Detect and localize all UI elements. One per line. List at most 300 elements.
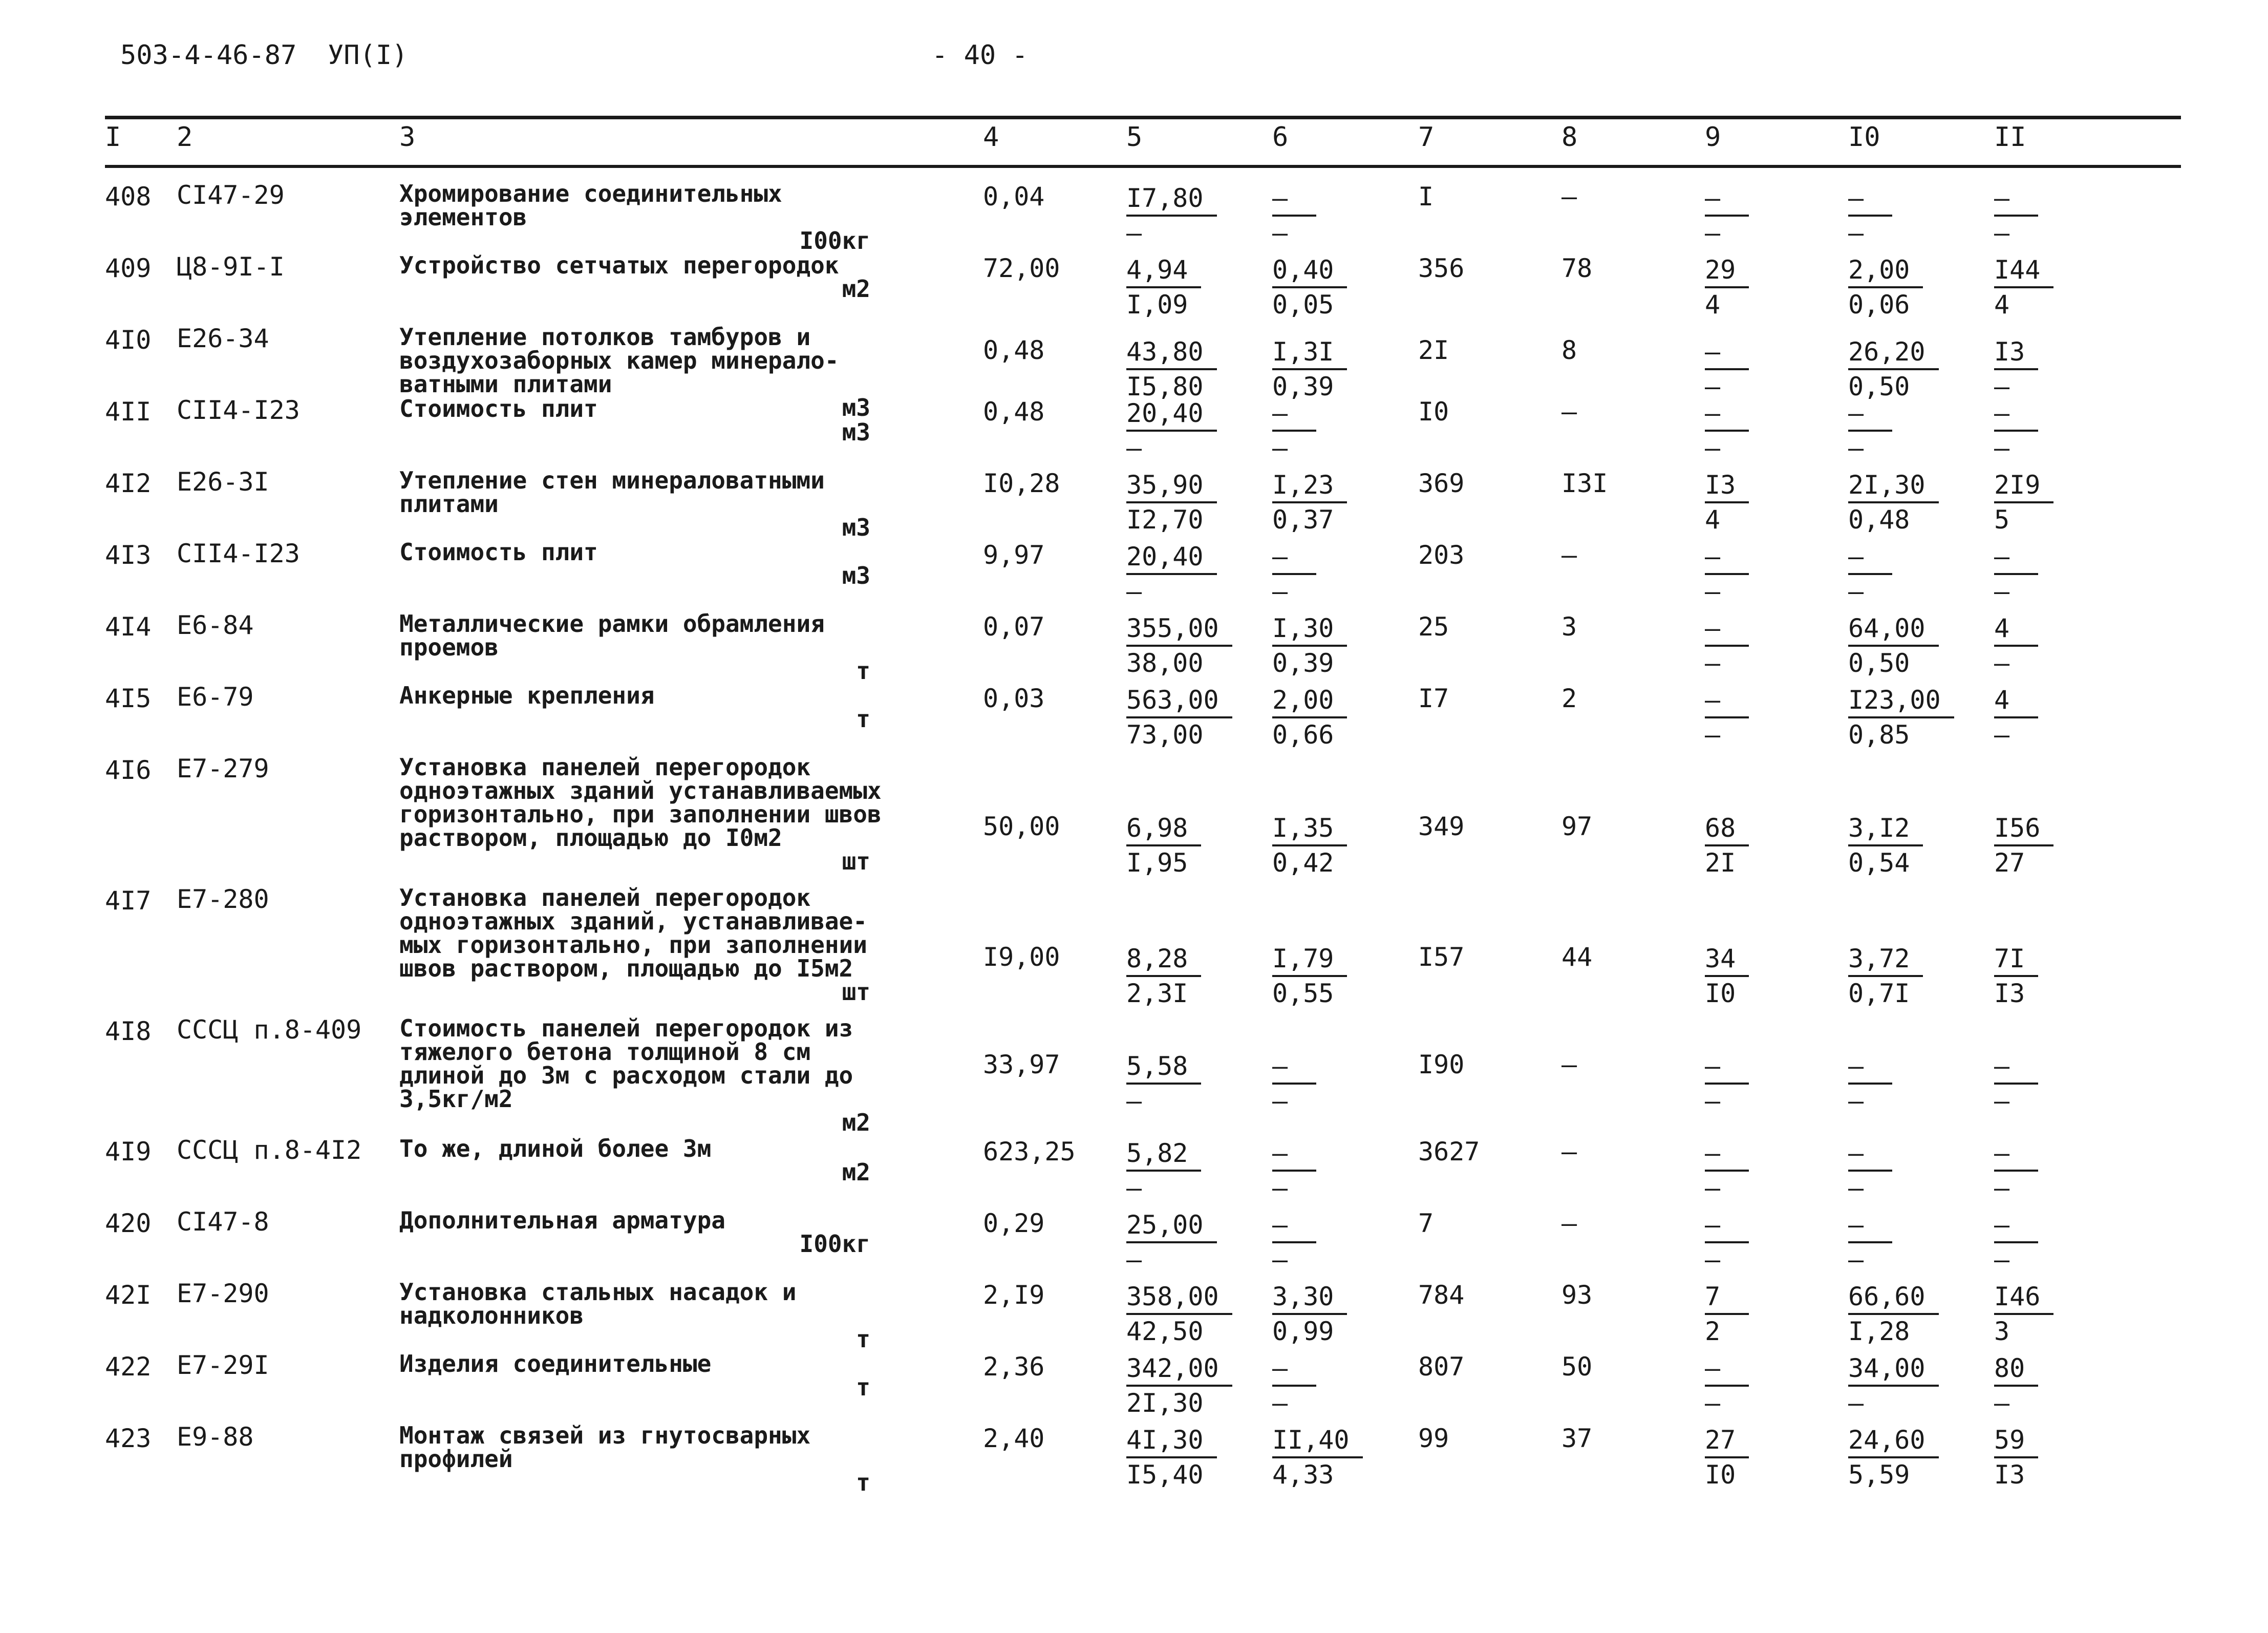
labor-total-workers: 7I [1994, 942, 2038, 977]
rate-code: E7-280 [177, 884, 269, 914]
quantity: 50,00 [983, 812, 1060, 841]
machine-total-wages: – [1705, 1086, 1721, 1116]
machine-cost [1272, 1208, 1316, 1276]
labor-total-operators: – [1994, 218, 2010, 248]
unit-of-measure: т [856, 1469, 870, 1496]
labor-unit-operators: I,28 [1848, 1317, 1910, 1346]
machine-total-value: – [1705, 1050, 1749, 1085]
labor-unit-workers: 2,00 [1848, 253, 1923, 288]
total-cost: 99 [1418, 1424, 1449, 1453]
total-cost: I [1418, 182, 1434, 211]
quantity: 33,97 [983, 1050, 1060, 1079]
machine-cost [1272, 182, 1316, 249]
labor-total-operators: – [1994, 1173, 2010, 1203]
unit-of-measure: т [856, 1373, 870, 1401]
rate-code: E6-84 [177, 610, 254, 640]
row-number: 4I5 [105, 684, 152, 713]
rate-code: E7-29I [177, 1350, 269, 1380]
labor-total-operators: I3 [1994, 979, 2025, 1008]
quantity: 72,00 [983, 253, 1060, 283]
labor-unit-operators: 0,85 [1848, 720, 1910, 750]
unit-cost [1126, 397, 1217, 464]
unit-cost [1126, 335, 1217, 403]
machine-cost [1272, 1424, 1363, 1491]
unit-of-measure: м2 [842, 1109, 870, 1136]
machine-total-value: 29 [1705, 253, 1749, 288]
labor-unit-workers: 2I,30 [1848, 469, 1939, 503]
row-number: 4I8 [105, 1016, 152, 1046]
machine-total-wages: – [1705, 433, 1721, 463]
wages-total: 2 [1561, 684, 1577, 713]
unit-cost-wages: 73,00 [1126, 720, 1204, 750]
machine-cost-total: – [1272, 397, 1316, 432]
total-cost: I7 [1418, 684, 1449, 713]
machine-total-value: – [1705, 1208, 1749, 1243]
machine-total [1705, 469, 1749, 536]
machine-cost-total: – [1272, 1137, 1316, 1172]
row-number: 4I3 [105, 540, 152, 570]
wages-total: 97 [1561, 812, 1593, 841]
description-text: Установка панелей перегородок одноэтажных зданий устанавливаемых горизонтально, при заполнении швов раствором, площадью до I0м2 [399, 753, 882, 852]
machine-total-wages: – [1705, 720, 1721, 750]
wages-total: 44 [1561, 942, 1593, 972]
labor-unit-workers: – [1848, 397, 1892, 432]
unit-cost-wages: I2,70 [1126, 505, 1204, 535]
labor-unit [1848, 942, 1923, 1010]
labor-total-operators: 27 [1994, 848, 2025, 878]
work-description [399, 253, 901, 301]
unit-cost-total: 25,00 [1126, 1208, 1217, 1243]
machine-cost [1272, 1137, 1316, 1204]
unit-cost-total: 563,00 [1126, 684, 1232, 718]
unit-cost [1126, 1050, 1201, 1117]
machine-total-wages: – [1705, 648, 1721, 678]
rate-code: Ц8-9I-I [177, 252, 285, 282]
wages-total: – [1561, 1137, 1577, 1167]
description-text: Установка стальных насадок и надколонников [399, 1278, 797, 1329]
labor-unit [1848, 1280, 1939, 1348]
unit-cost-wages: 2I,30 [1126, 1388, 1204, 1418]
row-number: 422 [105, 1352, 152, 1382]
machine-total-wages: 4 [1705, 290, 1721, 320]
labor-unit-operators: – [1848, 577, 1864, 606]
labor-unit [1848, 1137, 1892, 1204]
unit-cost [1126, 1280, 1232, 1348]
machine-total-value: 27 [1705, 1424, 1749, 1458]
labor-unit-workers: I23,00 [1848, 684, 1954, 718]
machine-cost-wages: 0,39 [1272, 372, 1334, 401]
machine-total-wages: 2 [1705, 1317, 1721, 1346]
total-cost: 356 [1418, 253, 1465, 283]
machine-cost-total: – [1272, 1050, 1316, 1085]
machine-total-wages: 2I [1705, 848, 1736, 878]
labor-total-operators: – [1994, 1086, 2010, 1116]
unit-cost-total: 358,00 [1126, 1280, 1232, 1315]
total-cost: 203 [1418, 540, 1465, 570]
unit-cost-total: 8,28 [1126, 942, 1201, 977]
unit-cost [1126, 684, 1232, 751]
labor-unit [1848, 612, 1939, 680]
wages-total: – [1561, 1208, 1577, 1238]
labor-total-workers: I56 [1994, 812, 2053, 846]
labor-total [1994, 469, 2053, 536]
work-description [399, 1424, 901, 1494]
column-header: I0 [1848, 122, 1880, 153]
work-description [399, 180, 901, 255]
machine-total [1705, 612, 1749, 680]
machine-total-wages: – [1705, 1173, 1721, 1203]
labor-unit-operators: 0,48 [1848, 505, 1910, 535]
unit-cost-total: 5,58 [1126, 1050, 1201, 1085]
work-description [399, 1208, 901, 1256]
total-cost: 807 [1418, 1352, 1465, 1382]
machine-total-wages: 4 [1705, 505, 1721, 535]
labor-unit [1848, 182, 1892, 249]
labor-unit-workers: – [1848, 1050, 1892, 1085]
row-number: 4II [105, 397, 152, 427]
machine-cost-wages: – [1272, 218, 1288, 248]
labor-total-operators: I3 [1994, 1460, 2025, 1490]
labor-total-operators: – [1994, 648, 2010, 678]
labor-total [1994, 397, 2038, 464]
total-cost: I0 [1418, 397, 1449, 427]
labor-unit [1848, 812, 1923, 879]
machine-cost-total: – [1272, 1208, 1316, 1243]
labor-unit [1848, 1050, 1892, 1117]
row-number: 42I [105, 1280, 152, 1310]
labor-unit [1848, 469, 1939, 536]
row-number: 4I0 [105, 325, 152, 355]
machine-total [1705, 1208, 1749, 1276]
machine-total-value: – [1705, 1352, 1749, 1387]
machine-cost-total: 0,40 [1272, 253, 1347, 288]
machine-cost [1272, 1352, 1316, 1419]
work-description [399, 755, 901, 873]
quantity: 2,36 [983, 1352, 1045, 1382]
quantity: 0,48 [983, 397, 1045, 427]
labor-total-operators: – [1994, 372, 2010, 401]
machine-cost-total: – [1272, 540, 1316, 575]
labor-unit-operators: 0,50 [1848, 648, 1910, 678]
unit-cost [1126, 253, 1201, 321]
labor-unit-operators: – [1848, 1388, 1864, 1418]
labor-unit-workers: – [1848, 1137, 1892, 1172]
machine-total-value: – [1705, 182, 1749, 217]
wages-total: – [1561, 540, 1577, 570]
machine-total [1705, 1050, 1749, 1117]
wages-total: – [1561, 182, 1577, 211]
labor-unit-workers: – [1848, 540, 1892, 575]
quantity: 9,97 [983, 540, 1045, 570]
wages-total: 37 [1561, 1424, 1593, 1453]
labor-total-workers: 2I9 [1994, 469, 2053, 503]
unit-of-measure: I00кг [799, 227, 870, 255]
labor-unit [1848, 1424, 1939, 1491]
labor-unit-workers: 66,60 [1848, 1280, 1939, 1315]
wages-total: 8 [1561, 335, 1577, 365]
labor-total [1994, 942, 2038, 1010]
labor-total-workers: I3 [1994, 335, 2038, 370]
labor-unit-workers: 3,72 [1848, 942, 1923, 977]
labor-total [1994, 684, 2038, 751]
unit-of-measure: м3 [842, 562, 870, 589]
work-description [399, 540, 901, 587]
labor-unit-operators: 0,54 [1848, 848, 1910, 878]
total-cost: 784 [1418, 1280, 1465, 1310]
unit-of-measure: т [856, 657, 870, 685]
machine-total-wages: I0 [1705, 979, 1736, 1008]
machine-cost-wages: 0,42 [1272, 848, 1334, 878]
rate-code: E26-34 [177, 324, 269, 353]
machine-cost-wages: – [1272, 1245, 1288, 1275]
machine-cost [1272, 540, 1316, 608]
unit-cost-wages: – [1126, 1173, 1142, 1203]
unit-cost [1126, 182, 1217, 249]
wages-total: 78 [1561, 253, 1593, 283]
unit-cost-wages: – [1126, 1245, 1142, 1275]
labor-total-workers: I46 [1994, 1280, 2053, 1315]
rate-code: E6-79 [177, 682, 254, 712]
machine-cost [1272, 812, 1347, 879]
unit-cost-wages: 38,00 [1126, 648, 1204, 678]
labor-total-workers: I44 [1994, 253, 2053, 288]
machine-cost-total: I,35 [1272, 812, 1347, 846]
machine-total-wages: – [1705, 372, 1721, 401]
unit-cost-wages: 42,50 [1126, 1317, 1204, 1346]
labor-unit-operators: – [1848, 1245, 1864, 1275]
machine-total [1705, 942, 1749, 1010]
machine-cost [1272, 612, 1347, 680]
work-description [399, 394, 901, 446]
labor-unit-workers: 24,60 [1848, 1424, 1939, 1458]
labor-unit [1848, 540, 1892, 608]
machine-total-value: 34 [1705, 942, 1749, 977]
unit-of-measure: т [856, 705, 870, 733]
machine-cost-total: II,40 [1272, 1424, 1363, 1458]
unit-cost-total: 4,94 [1126, 253, 1201, 288]
table-top-rule [105, 116, 2181, 119]
labor-total-workers: – [1994, 1137, 2038, 1172]
unit-cost-total: 35,90 [1126, 469, 1217, 503]
description-text: Дополнительная арматура [399, 1206, 725, 1234]
labor-unit-workers: 64,00 [1848, 612, 1939, 647]
labor-total [1994, 1280, 2053, 1348]
machine-cost-total: I,23 [1272, 469, 1347, 503]
labor-total-operators: – [1994, 433, 2010, 463]
total-cost: 349 [1418, 812, 1465, 841]
machine-cost-wages: 0,99 [1272, 1317, 1334, 1346]
row-number: 4I6 [105, 755, 152, 785]
column-header: 5 [1126, 122, 1143, 153]
quantity: I0,28 [983, 469, 1060, 498]
machine-cost-total: I,30 [1272, 612, 1347, 647]
total-cost: 7 [1418, 1208, 1434, 1238]
unit-cost-wages: – [1126, 433, 1142, 463]
sheet-label: УП(I) [328, 40, 408, 71]
wages-total: 3 [1561, 612, 1577, 642]
unit-cost-wages: – [1126, 218, 1142, 248]
unit-of-measure: м2 [842, 275, 870, 303]
machine-total-wages: I0 [1705, 1460, 1736, 1490]
machine-total [1705, 684, 1749, 751]
labor-total [1994, 335, 2038, 403]
unit-cost-total: 4I,30 [1126, 1424, 1217, 1458]
labor-total-operators: 5 [1994, 505, 2010, 535]
column-header-row [0, 122, 2268, 158]
machine-total [1705, 335, 1749, 403]
unit-cost [1126, 469, 1217, 536]
labor-unit-operators: – [1848, 433, 1864, 463]
machine-total-value: – [1705, 397, 1749, 432]
unit-cost-total: 20,40 [1126, 397, 1217, 432]
labor-total-workers: – [1994, 540, 2038, 575]
description-text: Установка панелей перегородок одноэтажных зданий, устанавливае-мых горизонтально, при заполнении швов раствором, площадью до I5м2 [399, 884, 867, 982]
machine-cost-wages: 0,66 [1272, 720, 1334, 750]
unit-cost [1126, 1208, 1217, 1276]
labor-total-workers: 4 [1994, 684, 2038, 718]
unit-of-measure: I00кг [799, 1230, 870, 1258]
row-number: 4I7 [105, 886, 152, 916]
rate-code: CII4-I23 [177, 395, 300, 425]
machine-cost [1272, 335, 1347, 403]
machine-cost-total: I,79 [1272, 942, 1347, 977]
machine-cost-wages: – [1272, 577, 1288, 606]
quantity: I9,00 [983, 942, 1060, 972]
labor-total-workers: 80 [1994, 1352, 2038, 1387]
quantity: 623,25 [983, 1137, 1076, 1167]
labor-unit-workers: 26,20 [1848, 335, 1939, 370]
labor-total [1994, 1352, 2038, 1419]
unit-cost-total: 43,80 [1126, 335, 1217, 370]
labor-total [1994, 812, 2053, 879]
machine-total-value: I3 [1705, 469, 1749, 503]
labor-unit-workers: 3,I2 [1848, 812, 1923, 846]
unit-of-measure: м3 [842, 514, 870, 541]
labor-total-operators: 3 [1994, 1317, 2010, 1346]
total-cost: 25 [1418, 612, 1449, 642]
machine-cost-wages: 0,37 [1272, 505, 1334, 535]
column-header: 4 [983, 122, 999, 153]
rate-code: E7-290 [177, 1279, 269, 1308]
total-cost: 369 [1418, 469, 1465, 498]
rate-code: CII4-I23 [177, 539, 300, 568]
unit-cost-total: 20,40 [1126, 540, 1217, 575]
machine-cost [1272, 942, 1347, 1010]
work-description [399, 1016, 901, 1134]
labor-total-operators: 4 [1994, 290, 2010, 320]
row-number: 408 [105, 182, 152, 211]
machine-total-value: – [1705, 1137, 1749, 1172]
machine-total-value: 7 [1705, 1280, 1749, 1315]
page-number: - 40 - [932, 40, 1028, 71]
unit-of-measure: шт [842, 847, 870, 875]
unit-of-measure: м3 [842, 418, 870, 446]
unit-cost-total: I7,80 [1126, 182, 1217, 217]
column-header: I [105, 122, 121, 153]
machine-cost [1272, 253, 1347, 321]
labor-unit-workers: – [1848, 1208, 1892, 1243]
row-number: 4I2 [105, 469, 152, 498]
labor-unit-operators: – [1848, 1086, 1864, 1116]
machine-cost-wages: – [1272, 1388, 1288, 1418]
labor-unit [1848, 1208, 1892, 1276]
unit-of-measure: шт [842, 978, 870, 1006]
column-header: 3 [399, 122, 416, 153]
row-number: 409 [105, 253, 152, 283]
document-code: 503-4-46-87 [120, 40, 297, 71]
description-text: Стоимость панелей перегородок из тяжелого бетона толщиной 8 см длиной до 3м с расходом стали до 3,5кг/м2 [399, 1014, 853, 1113]
machine-cost-wages: 4,33 [1272, 1460, 1334, 1490]
unit-cost-wages: I,09 [1126, 290, 1188, 320]
row-number: 423 [105, 1424, 152, 1453]
labor-unit-operators: 5,59 [1848, 1460, 1910, 1490]
unit-cost-total: 6,98 [1126, 812, 1201, 846]
machine-cost-wages: 0,55 [1272, 979, 1334, 1008]
labor-unit [1848, 397, 1892, 464]
unit-cost [1126, 1352, 1232, 1419]
unit-cost [1126, 812, 1201, 879]
description-text: Изделия соединительные [399, 1350, 712, 1377]
total-cost: 2I [1418, 335, 1449, 365]
labor-total-workers: 59 [1994, 1424, 2038, 1458]
rate-code: CI47-8 [177, 1207, 269, 1237]
machine-total [1705, 1352, 1749, 1419]
unit-cost-wages: I5,40 [1126, 1460, 1204, 1490]
labor-total [1994, 540, 2038, 608]
labor-total-workers: 4 [1994, 612, 2038, 647]
table-header-rule [105, 165, 2181, 168]
work-description [399, 886, 901, 1004]
unit-cost [1126, 612, 1232, 680]
labor-total [1994, 1208, 2038, 1276]
labor-total-workers: – [1994, 1050, 2038, 1085]
unit-cost-total: 355,00 [1126, 612, 1232, 647]
machine-cost-wages: – [1272, 1086, 1288, 1116]
description-text: Хромирование соединительных элементов [399, 180, 782, 231]
machine-cost-wages: 0,39 [1272, 648, 1334, 678]
labor-total [1994, 1137, 2038, 1204]
labor-unit-workers: 34,00 [1848, 1352, 1939, 1387]
total-cost: I90 [1418, 1050, 1465, 1079]
machine-cost-total: I,3I [1272, 335, 1347, 370]
labor-unit [1848, 1352, 1939, 1419]
row-number: 420 [105, 1208, 152, 1238]
labor-unit [1848, 684, 1954, 751]
machine-total [1705, 182, 1749, 249]
wages-total: – [1561, 397, 1577, 427]
labor-total-operators: – [1994, 1388, 2010, 1418]
rate-code: СССЦ п.8-409 [177, 1015, 362, 1045]
row-number: 4I4 [105, 612, 152, 642]
labor-unit [1848, 253, 1923, 321]
description-text: Стоимость плит [399, 538, 598, 566]
machine-total [1705, 397, 1749, 464]
machine-total-wages: – [1705, 1388, 1721, 1418]
labor-unit-operators: 0,06 [1848, 290, 1910, 320]
description-text: Анкерные крепления [399, 682, 655, 709]
labor-total [1994, 612, 2038, 680]
machine-total-value: 68 [1705, 812, 1749, 846]
machine-total-value: – [1705, 540, 1749, 575]
work-description [399, 1352, 901, 1399]
machine-total [1705, 1424, 1749, 1491]
column-header: 9 [1705, 122, 1721, 153]
machine-cost [1272, 1050, 1316, 1117]
wages-total: 50 [1561, 1352, 1593, 1382]
labor-total [1994, 1050, 2038, 1117]
labor-unit-workers: – [1848, 182, 1892, 217]
quantity: 2,I9 [983, 1280, 1045, 1310]
